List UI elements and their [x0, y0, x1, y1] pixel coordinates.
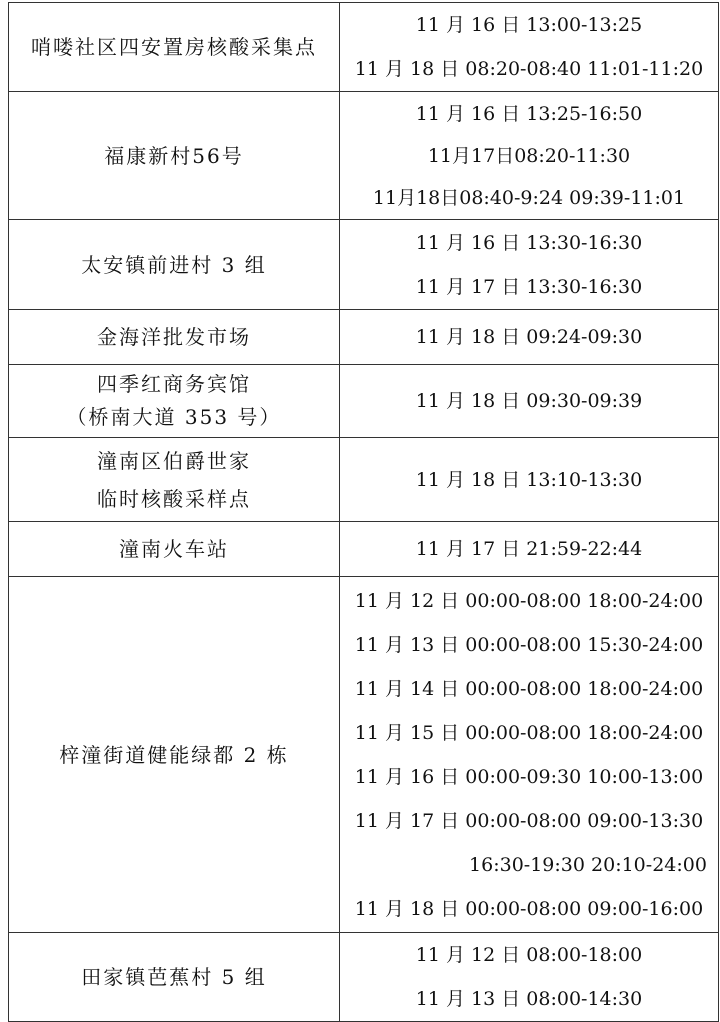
time-entry: 11 月 12 日 00:00-08:00 18:00-24:00	[354, 589, 704, 612]
time-entry: 11 月 17 日 13:30-16:30	[415, 275, 643, 298]
time-entry: 11 月 16 日 13:25-16:50	[415, 102, 643, 125]
time-entry: 11 月 15 日 00:00-08:00 18:00-24:00	[354, 721, 704, 744]
time-entry: 11 月 16 日 13:00-13:25	[415, 14, 643, 36]
location-name: 四季红商务宾馆	[97, 372, 251, 396]
table-row	[9, 220, 719, 310]
time-cell	[340, 522, 719, 577]
time-entry: 11 月 14 日 00:00-08:00 18:00-24:00	[354, 677, 704, 700]
location-cell	[9, 522, 340, 577]
time-entry: 11 月 18 日 00:00-08:00 09:00-16:00	[354, 897, 704, 920]
location-name: 田家镇芭蕉村 5 组	[81, 965, 267, 989]
table-row	[9, 310, 719, 365]
location-cell	[9, 438, 340, 522]
table-row	[9, 92, 719, 220]
time-entry: 11 月 18 日 09:24-09:30	[415, 326, 643, 348]
location-name: 哨喽社区四安置房核酸采集点	[31, 35, 317, 59]
location-name: 太安镇前进村 3 组	[81, 252, 267, 277]
time-entry: 11 月 18 日 08:20-08:40 11:01-11:20	[354, 58, 704, 80]
table-row	[9, 3, 719, 92]
time-entry-continued: 16:30-19:30 20:10-24:00	[469, 853, 707, 876]
location-cell	[9, 310, 340, 365]
location-subname: 临时核酸采样点	[97, 486, 251, 511]
time-cell	[340, 933, 719, 1022]
schedule-table	[8, 2, 719, 1022]
time-entry: 11 月 13 日 08:00-14:30	[415, 988, 643, 1010]
time-entry: 11 月 17 日 00:00-08:00 09:00-13:30	[354, 809, 704, 832]
time-entry: 11 月 18 日 13:10-13:30	[415, 468, 643, 491]
location-cell	[9, 933, 340, 1022]
time-entry: 11 月 16 日 13:30-16:30	[415, 231, 643, 254]
location-name: 福康新村56号	[104, 143, 244, 168]
location-cell	[9, 365, 340, 438]
table-row	[9, 933, 719, 1022]
time-cell	[340, 365, 719, 438]
location-name: 潼南区伯爵世家	[97, 448, 251, 473]
location-cell	[9, 3, 340, 92]
table-row	[9, 522, 719, 577]
time-entry: 11 月 18 日 09:30-09:39	[415, 390, 643, 412]
time-entry: 11 月 13 日 00:00-08:00 15:30-24:00	[354, 633, 704, 656]
time-entry: 11月18日08:40-9:24 09:39-11:01	[372, 186, 686, 209]
table-row	[9, 365, 719, 438]
time-entry: 11 月 16 日 00:00-09:30 10:00-13:00	[354, 765, 704, 788]
time-cell	[340, 310, 719, 365]
table-row	[9, 577, 719, 933]
location-cell	[9, 92, 340, 220]
table-row	[9, 438, 719, 522]
time-cell	[340, 577, 719, 933]
time-cell	[340, 220, 719, 310]
time-cell	[340, 438, 719, 522]
location-name: 潼南火车站	[119, 537, 229, 561]
location-address: （桥南大道 353 号）	[66, 405, 282, 429]
location-name: 梓潼街道健能绿都 2 栋	[59, 742, 289, 767]
location-cell	[9, 220, 340, 310]
time-entry: 11 月 17 日 21:59-22:44	[415, 538, 643, 560]
time-entry: 11月17日08:20-11:30	[427, 144, 631, 167]
time-cell	[340, 92, 719, 220]
time-cell	[340, 3, 719, 92]
location-name: 金海洋批发市场	[97, 325, 251, 349]
time-entry: 11 月 12 日 08:00-18:00	[415, 944, 643, 966]
location-cell	[9, 577, 340, 933]
